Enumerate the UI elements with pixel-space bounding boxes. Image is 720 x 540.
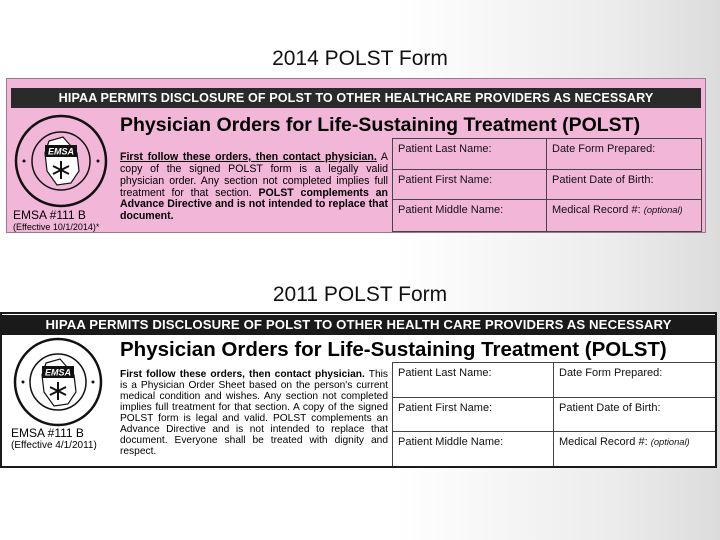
svg-text:EMSA: EMSA: [47, 146, 75, 157]
instructions-tail: POLST complements an Advance Directive and is not intended to replace that document.: [120, 186, 388, 223]
patient-dob-field[interactable]: Patient Date of Birth:: [554, 398, 715, 433]
medical-record-label: Medical Record #:: [552, 204, 641, 217]
optional-label: (optional): [650, 437, 690, 448]
instructions-body: This is a Physician Order Sheet based on the person's current medical condition and wishes. Any section not completed implies full treatment for that section. A copy of the signed POLST form is legal and valid. POLST complements an Advance Directive and is not intended to replace that document. Everyone shall be treated with dignity and respect.: [120, 369, 388, 458]
effective-date: (Effective 4/1/2011): [11, 440, 97, 451]
polst-form-2011: [0, 312, 717, 468]
date-form-prepared-field[interactable]: Date Form Prepared:: [547, 139, 701, 170]
form-title: Physician Orders for Life-Sustaining Treatment (POLST): [120, 338, 667, 361]
instructions-lead: First follow these orders, then contact physician.: [120, 369, 365, 380]
emsa-form-number: EMSA #111 B: [13, 208, 86, 222]
instructions-lead: First follow these orders, then contact physician.: [120, 151, 377, 163]
patient-last-name-field[interactable]: Patient Last Name:: [393, 363, 554, 398]
effective-date: (Effective 10/1/2014)*: [13, 222, 100, 232]
medical-record-field[interactable]: [547, 200, 701, 231]
instructions: [120, 369, 388, 457]
medical-record-field[interactable]: [554, 432, 715, 467]
instructions-body: A copy of the signed POLST form is a legally valid physician order. Any section not completed implies full treatment for that section.: [120, 151, 388, 199]
svg-text:EMSA: EMSA: [44, 367, 72, 378]
patient-middle-name-field[interactable]: Patient Middle Name:: [393, 200, 547, 231]
caption-2011: 2011 POLST Form: [272, 283, 448, 306]
patient-last-name-field[interactable]: Patient Last Name:: [393, 139, 547, 170]
patient-first-name-field[interactable]: Patient First Name:: [393, 398, 554, 433]
optional-label: (optional): [643, 205, 683, 216]
patient-middle-name-field[interactable]: Patient Middle Name:: [393, 432, 554, 467]
instructions: [120, 152, 388, 223]
hipaa-banner: HIPAA PERMITS DISCLOSURE OF POLST TO OTHER HEALTH CARE PROVIDERS AS NECESSARY: [2, 315, 715, 335]
emsa-form-number: EMSA #111 B: [11, 426, 84, 440]
form-title: Physician Orders for Life-Sustaining Treatment (POLST): [120, 114, 641, 136]
medical-record-label: Medical Record #:: [559, 436, 648, 449]
patient-first-name-field[interactable]: Patient First Name:: [393, 170, 547, 201]
polst-form-2014: [6, 78, 706, 233]
hipaa-banner: HIPAA PERMITS DISCLOSURE OF POLST TO OTHER HEALTHCARE PROVIDERS AS NECESSARY: [11, 88, 701, 108]
emsa-seal-icon: [6, 336, 110, 428]
patient-info-grid: [392, 362, 716, 468]
patient-info-grid: [392, 138, 702, 232]
date-form-prepared-field[interactable]: Date Form Prepared:: [554, 363, 715, 398]
emsa-seal-icon: [11, 113, 111, 209]
caption-2014: 2014 POLST Form: [272, 47, 448, 70]
patient-dob-field[interactable]: Patient Date of Birth:: [547, 170, 701, 201]
